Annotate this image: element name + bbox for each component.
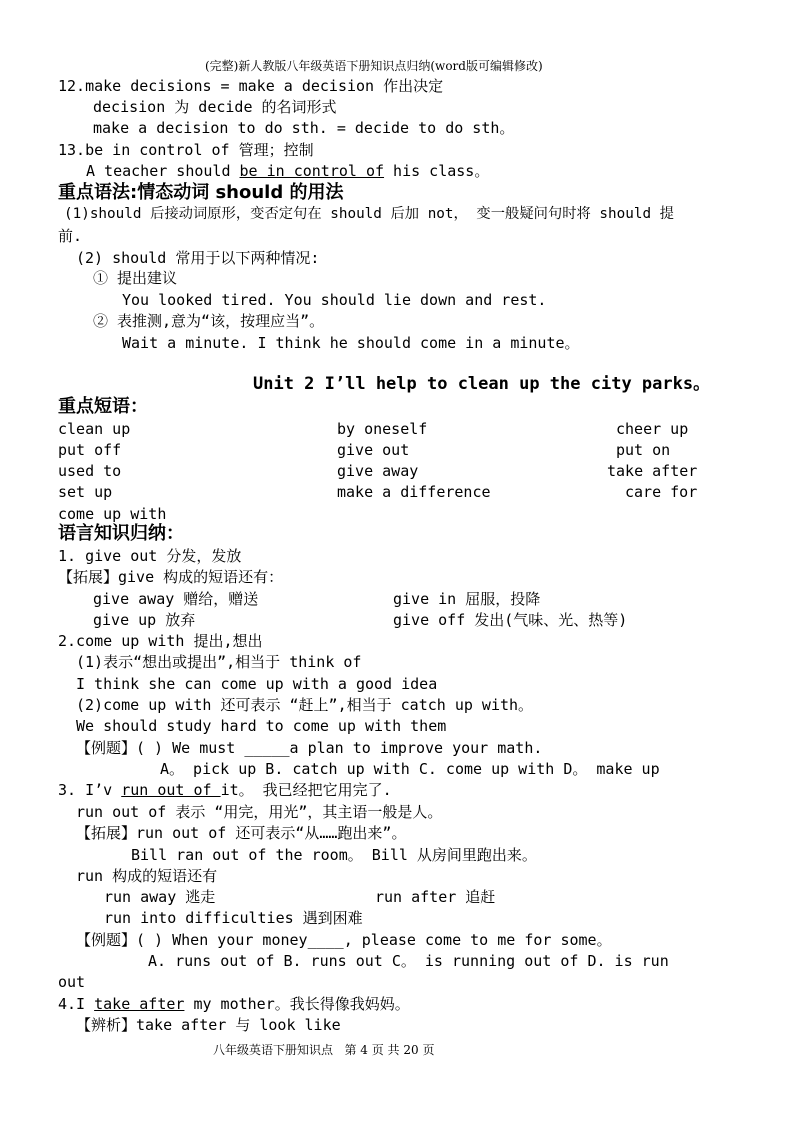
phrase: by oneself	[337, 420, 428, 438]
phrase-run-away: run away 逃走	[104, 888, 216, 906]
phrase-give-off: give off 发出(气味、光、热等)	[393, 611, 628, 629]
item-12-equiv: make a decision to do sth. = decide to do sth。	[93, 119, 515, 137]
phrase-give-away: give away 赠给，赠送	[93, 590, 259, 608]
phrase: clean up	[58, 420, 131, 438]
phrase: make a difference	[337, 483, 491, 501]
phrase: give away	[337, 462, 419, 480]
phrase: used to	[58, 462, 122, 480]
point-3-options: A. runs out of B. runs out C。 is running out of D. is run	[148, 952, 669, 970]
point-3-exercise: 【例题】( ) When your money____, please come to me for some。	[76, 931, 612, 949]
item-12-note: decision 为 decide 的名词形式	[93, 98, 337, 116]
case-2-example: Wait a minute. I think he should come in a minute。	[122, 334, 580, 352]
point-3-example: Bill ran out of the room。 Bill 从房间里跑出来。	[131, 846, 537, 864]
point-2-sense-1: (1)表示“想出或提出”,相当于 think of	[76, 653, 362, 671]
case-1-example: You looked tired. You should lie down and rest.	[122, 291, 547, 309]
point-2-example-2: We should study hard to come up with them	[76, 717, 447, 735]
unit-title: Unit 2 I’ll help to clean up the city parks。	[253, 374, 711, 394]
point-2-example-1: I think she can come up with a good idea	[76, 675, 438, 693]
grammar-point-2: (2) should 常用于以下两种情况:	[76, 249, 320, 267]
case-1: ① 提出建议	[93, 269, 178, 287]
point-1-extension: 【拓展】give 构成的短语还有：	[58, 568, 284, 586]
point-2-exercise: 【例题】( ) We must _____a plan to improve your math.	[76, 739, 543, 757]
phrase: put off	[58, 441, 122, 459]
point-3: 3. I’v run out of it。 我已经把它用完了.	[58, 781, 392, 799]
item-13: 13.be in control of 管理；控制	[58, 141, 314, 159]
footer-text: 八年级英语下册知识点	[213, 1043, 334, 1057]
phrase: care for	[625, 483, 698, 501]
phrase-run-into: run into difficulties 遇到困难	[104, 909, 363, 927]
point-4: 4.I take after my mother。我长得像我妈妈。	[58, 995, 410, 1013]
point-2-sense-2: (2)come up with 还可表示 “赶上”,相当于 catch up with。	[76, 696, 534, 714]
phrase: take after	[607, 462, 698, 480]
phrase: put on	[616, 441, 671, 459]
grammar-point-1-cont: 前.	[58, 227, 83, 245]
phrase-give-up: give up 放弃	[93, 611, 196, 629]
point-3-options-cont: out	[58, 973, 86, 991]
phrase-run-after: run after 追赶	[375, 888, 496, 906]
phrase-give-in: give in 屈服，投降	[393, 590, 541, 608]
grammar-point-1: (1)should 后接动词原形，变否定句在 should 后加 not， 变一般疑问句时将 should 提	[64, 206, 674, 222]
page-number: 第 4 页 共 20 页	[344, 1043, 435, 1057]
phrases-heading: 重点短语：	[58, 396, 148, 417]
page-header: (完整)新人教版八年级英语下册知识点归纳(word版可编辑修改)	[205, 59, 543, 73]
point-3-extension: 【拓展】run out of 还可表示“从……跑出来”。	[76, 824, 407, 842]
point-2-options: A。 pick up B. catch up with C. come up with D。 make up	[160, 760, 660, 778]
phrase: set up	[58, 483, 113, 501]
phrase: cheer up	[616, 420, 689, 438]
phrase: come up with	[58, 505, 167, 523]
point-2: 2.come up with 提出,想出	[58, 632, 263, 650]
point-4-analysis: 【辨析】take after 与 look like	[76, 1016, 341, 1034]
page-footer	[213, 1042, 434, 1058]
point-1: 1. give out 分发，发放	[58, 547, 242, 565]
point-3-run-phrases: run 构成的短语还有	[76, 867, 218, 885]
point-3-note: run out of 表示 “用完，用光”，其主语一般是人。	[76, 803, 443, 821]
item-12: 12.make decisions = make a decision 作出决定	[58, 77, 444, 95]
knowledge-heading: 语言知识归纳：	[58, 523, 184, 544]
item-13-example: A teacher should be in control of his class。	[86, 162, 490, 180]
phrase: give out	[337, 441, 410, 459]
grammar-heading: 重点语法:情态动词 should 的用法	[58, 182, 344, 203]
case-2: ② 表推测,意为“该，按理应当”。	[93, 312, 325, 330]
